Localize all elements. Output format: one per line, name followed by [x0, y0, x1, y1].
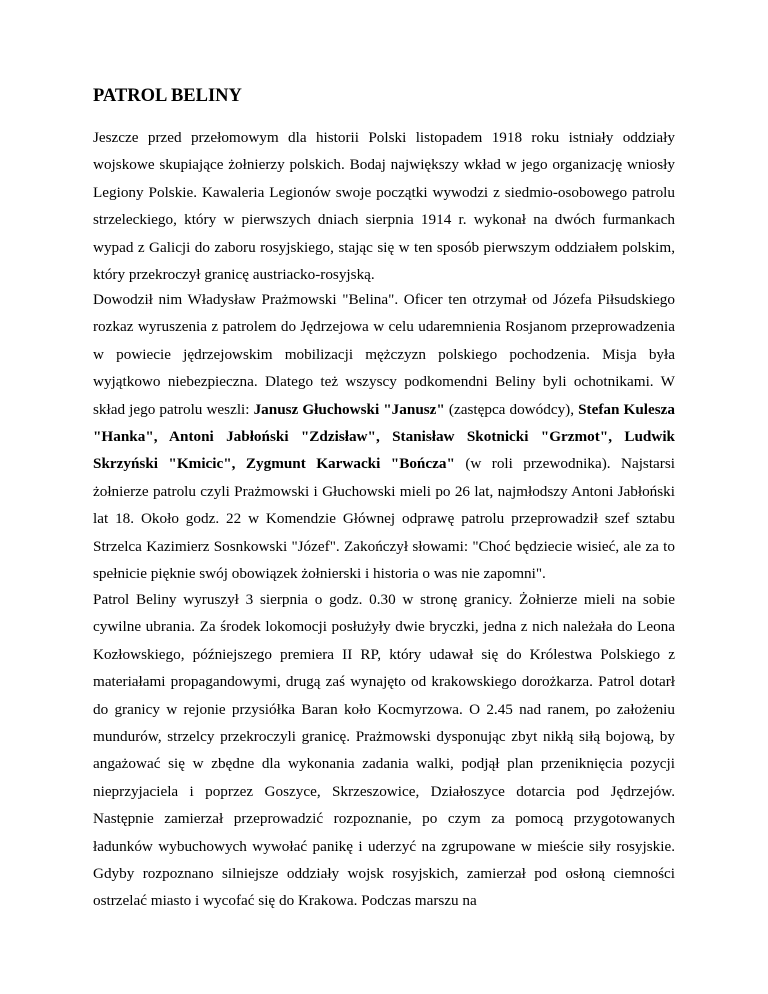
document-title: PATROL BELINY: [93, 86, 242, 106]
paragraph-intro: Jeszcze przed przełomowym dla historii Polski listopadem 1918 roku istniały oddziały wojskowe skupiające żołnierzy polskich. Bodaj największy wkład w jego organizację wniosły Legiony Polskie. Kawaleria Legionów swoje początki wywodzi z siedmio-osobowego patrolu strzeleckiego, który w pierwszych dniach sierpnia 1914 r. wykonał na dwóch furmankach wypad z Galicji do zaboru rosyjskiego, stając się w ten sposób pierwszym oddziałem polskim, który przekroczył granicę austriacko-rosyjską.: [93, 129, 675, 284]
member-name-bold: Janusz Głuchowski "Janusz": [253, 400, 445, 418]
paragraph-text: Dowodził nim Władysław Prażmowski "Belina". Oficer ten otrzymał od Józefa Piłsudskiego rozkaz wyruszenia z patrolem do Jędrzejowa w celu udaremnienia Rosjanom przeprowadzenia w powiecie jędrzejowskim mobilizacji mężczyzn polskiego pochodzenia. Misja była wyjątkowo niebezpieczna. Dlatego też wszyscy podkomendni Beliny byli ochotnikami. W skład jego patrolu weszli:: [93, 291, 675, 418]
paragraph-text: (w roli przewodnika). Najstarsi żołnierze patrolu czyli Prażmowski i Głuchowski mieli po 26 lat, najmłodszy Antoni Jabłoński lat 18. Około godz. 22 w Komendzie Głównej odprawę patrolu przeprowadził szef sztabu Strzelca Kazimierz Sosnkowski "Józef". Zakończył słowami: "Choć będziecie wisieć, ale za to spełnicie pięknie swój obowiązek żołnierski i historia o was nie zapomni".: [93, 455, 675, 583]
paragraph-march: Patrol Beliny wyruszył 3 sierpnia o godz. 0.30 w stronę granicy. Żołnierze mieli na sobie cywilne ubrania. Za środek lokomocji posłużyły dwie bryczki, jedna z nich należała do Leona Kozłowskiego, późniejszego premiera II RP, który udawał się do Królestwa Polskiego z materiałami propagandowymi, drugą zaś wynajęto od krakowskiego dorożkarza. Patrol dotarł do granicy w rejonie przysiółka Baran koło Kocmyrzowa. O 2.45 nad ranem, po założeniu mundurów, strzelcy przekroczyli granicę. Prażmowski dysponując zbyt nikłą siłą bojową, by angażować się w zbędne dla wykonania zadania walki, podjął plan przeniknięcia pozycji nieprzyjaciela i poprzez Goszyce, Skrzeszowice, Działoszyce dotarcia pod Jędrzejów. Następnie zamierzał przeprowadzić rozpoznanie, po czym za pomocą przygotowanych ładunków wybuchowych wywołać panikę i uderzyć na zgrupowane w mieście siły rosyjskie. Gdyby rozpoznano silniejsze oddziały wojsk rosyjskich, zamierzał pod osłoną ciemności ostrzelać miasto i wycofać się do Krakowa. Podczas marszu na: [93, 591, 675, 910]
paragraph-patrol-members: [93, 286, 675, 587]
paragraph-text: (zastępca dowódcy),: [444, 400, 579, 418]
member-names-bold: Stefan Kulesza "Hanka", Antoni Jabłoński "Zdzisław", Stanisław Skotnicki "Grzmot", Ludwik Skrzyński "Kmicic", Zygmunt Karwacki "Bończa": [93, 400, 675, 473]
